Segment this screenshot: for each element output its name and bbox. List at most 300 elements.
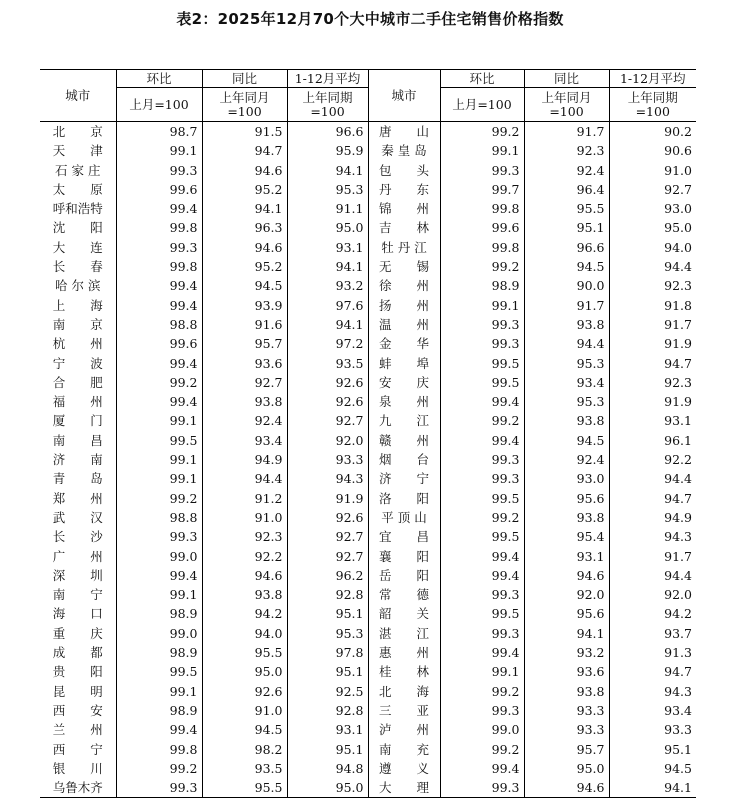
left-mom-value: 99.8 <box>116 218 202 237</box>
yoy-base-line2: =100 <box>549 103 584 119</box>
yoy-base-line2: =100 <box>227 103 262 119</box>
left-avg-value: 97.6 <box>287 296 368 315</box>
right-yoy-value: 94.5 <box>524 257 609 276</box>
left-mom-value: 99.4 <box>116 354 202 373</box>
left-yoy-value: 92.7 <box>202 373 287 392</box>
left-avg-value: 92.6 <box>287 373 368 392</box>
left-city-cell: 成 都 <box>40 643 116 662</box>
right-city-cell: 包 头 <box>368 161 440 180</box>
left-avg-value: 97.2 <box>287 334 368 353</box>
left-avg-value: 92.6 <box>287 508 368 527</box>
left-mom-value: 98.7 <box>116 122 202 142</box>
left-yoy-value: 94.2 <box>202 604 287 623</box>
right-avg-value: 94.4 <box>664 259 692 275</box>
table-row <box>40 276 696 295</box>
right-mom-value: 99.1 <box>440 662 524 681</box>
left-mom-value: 99.3 <box>116 527 202 546</box>
right-city-cell: 安 庆 <box>368 373 440 392</box>
right-city-cell: 北 海 <box>368 682 440 701</box>
table-row <box>40 662 696 681</box>
right-city-cell: 无 锡 <box>368 257 440 276</box>
right-avg-value: 94.3 <box>664 529 692 545</box>
left-city-cell: 兰 州 <box>40 720 116 739</box>
right-mom-value: 99.4 <box>440 643 524 662</box>
left-city-cell: 南 宁 <box>40 585 116 604</box>
right-yoy-value: 95.1 <box>524 218 609 237</box>
right-city-cell: 唐 山 <box>368 122 440 142</box>
table-row <box>40 489 696 508</box>
left-yoy-value: 94.5 <box>202 276 287 295</box>
left-avg-value: 92.7 <box>287 411 368 430</box>
right-yoy-value: 95.6 <box>524 604 609 623</box>
right-mom-value: 99.4 <box>440 392 524 411</box>
right-avg-value: 94.4 <box>664 471 692 487</box>
left-yoy-value: 92.6 <box>202 682 287 701</box>
left-mom-value: 99.0 <box>116 624 202 643</box>
table-row <box>40 508 696 527</box>
table-row <box>40 643 696 662</box>
right-avg-value: 94.3 <box>664 683 692 699</box>
left-yoy-value: 93.8 <box>202 392 287 411</box>
left-yoy-value: 93.8 <box>202 585 287 604</box>
right-yoy-value: 91.7 <box>524 296 609 315</box>
right-mom-value: 99.2 <box>440 122 524 142</box>
table-row <box>40 141 696 160</box>
table-row <box>40 411 696 430</box>
left-mom-value: 99.2 <box>116 489 202 508</box>
right-yoy-value: 93.1 <box>524 547 609 566</box>
right-city-cell: 丹 东 <box>368 180 440 199</box>
right-city-cell: 三 亚 <box>368 701 440 720</box>
table-row <box>40 740 696 759</box>
left-yoy-value: 94.5 <box>202 720 287 739</box>
left-mom-value: 99.4 <box>116 199 202 218</box>
table-row <box>40 334 696 353</box>
right-mom-value: 99.5 <box>440 489 524 508</box>
left-avg-value: 92.0 <box>287 431 368 450</box>
right-mom-value: 99.3 <box>440 334 524 353</box>
right-city-cell: 湛 江 <box>368 624 440 643</box>
right-avg-value: 91.9 <box>664 336 692 352</box>
left-avg-value: 95.9 <box>287 141 368 160</box>
left-mom-value: 99.5 <box>116 662 202 681</box>
left-city-cell: 深 圳 <box>40 566 116 585</box>
right-mom-value: 99.2 <box>440 682 524 701</box>
right-yoy-value: 95.3 <box>524 392 609 411</box>
right-yoy-value: 96.6 <box>524 238 609 257</box>
city-header-right: 城市 <box>368 70 440 122</box>
right-yoy-value: 93.8 <box>524 682 609 701</box>
right-avg-value: 93.4 <box>664 702 692 718</box>
left-avg-value: 97.8 <box>287 643 368 662</box>
right-city-cell: 泸 州 <box>368 720 440 739</box>
left-mom-value: 99.1 <box>116 682 202 701</box>
right-mom-value: 99.4 <box>440 431 524 450</box>
left-avg-value: 93.3 <box>287 450 368 469</box>
left-mom-value: 99.1 <box>116 450 202 469</box>
left-yoy-value: 91.5 <box>202 122 287 142</box>
left-mom-value: 99.3 <box>116 238 202 257</box>
right-yoy-value: 93.0 <box>524 469 609 488</box>
left-mom-value: 99.3 <box>116 161 202 180</box>
right-yoy-value: 95.4 <box>524 527 609 546</box>
right-city-cell: 大 理 <box>368 778 440 798</box>
table-row <box>40 450 696 469</box>
left-mom-value: 98.8 <box>116 315 202 334</box>
left-yoy-value: 95.5 <box>202 778 287 798</box>
right-avg-value: 92.2 <box>664 452 692 468</box>
left-avg-value: 92.7 <box>287 527 368 546</box>
right-avg-value: 94.1 <box>609 778 696 798</box>
right-mom-value: 99.2 <box>440 508 524 527</box>
right-mom-value: 99.7 <box>440 180 524 199</box>
table-row <box>40 180 696 199</box>
right-yoy-value: 94.4 <box>524 334 609 353</box>
table-row <box>40 778 696 798</box>
right-yoy-value: 93.8 <box>524 315 609 334</box>
left-city-cell: 北 京 <box>40 122 116 142</box>
left-yoy-value: 91.6 <box>202 315 287 334</box>
right-avg-value: 91.0 <box>664 162 692 178</box>
right-mom-value: 99.5 <box>440 604 524 623</box>
left-mom-value: 99.2 <box>116 759 202 778</box>
left-city-cell: 武 汉 <box>40 508 116 527</box>
left-yoy-value: 91.0 <box>202 508 287 527</box>
right-city-cell: 泉 州 <box>368 392 440 411</box>
avg-base-right <box>609 88 696 122</box>
table-row <box>40 604 696 623</box>
right-yoy-value: 94.5 <box>524 431 609 450</box>
right-city-cell: 南 充 <box>368 740 440 759</box>
right-city-cell: 洛 阳 <box>368 489 440 508</box>
avg-header-left: 1-12月平均 <box>287 70 368 88</box>
right-yoy-value: 92.4 <box>524 450 609 469</box>
left-avg-value: 92.6 <box>287 392 368 411</box>
left-city-cell: 太 原 <box>40 180 116 199</box>
left-avg-value: 95.1 <box>287 662 368 681</box>
left-city-cell: 福 州 <box>40 392 116 411</box>
left-avg-value: 93.2 <box>287 276 368 295</box>
right-mom-value: 99.4 <box>440 547 524 566</box>
right-avg-value: 90.2 <box>664 124 692 139</box>
left-mom-value: 99.1 <box>116 411 202 430</box>
yoy-header-left: 同比 <box>202 70 287 88</box>
left-mom-value: 99.8 <box>116 740 202 759</box>
left-city-cell: 厦 门 <box>40 411 116 430</box>
right-mom-value: 99.4 <box>440 566 524 585</box>
left-mom-value: 99.1 <box>116 585 202 604</box>
right-city-cell: 宜 昌 <box>368 527 440 546</box>
right-city-cell: 平 顶 山 <box>368 508 440 527</box>
right-yoy-value: 94.6 <box>524 566 609 585</box>
right-mom-value: 99.3 <box>440 701 524 720</box>
left-avg-value: 91.9 <box>287 489 368 508</box>
right-yoy-value: 95.6 <box>524 489 609 508</box>
right-mom-value: 99.3 <box>440 778 524 798</box>
left-mom-value: 99.5 <box>116 431 202 450</box>
table-row <box>40 566 696 585</box>
left-avg-value: 95.0 <box>287 778 368 798</box>
left-mom-value: 99.3 <box>116 778 202 798</box>
mom-header-left: 环比 <box>116 70 202 88</box>
right-mom-value: 98.9 <box>440 276 524 295</box>
table-body <box>40 122 696 798</box>
right-avg-value: 92.7 <box>664 181 692 197</box>
right-yoy-value: 90.0 <box>524 276 609 295</box>
left-yoy-value: 94.6 <box>202 161 287 180</box>
table-row <box>40 257 696 276</box>
left-mom-value: 99.4 <box>116 276 202 295</box>
left-city-cell: 杭 州 <box>40 334 116 353</box>
left-yoy-value: 98.2 <box>202 740 287 759</box>
left-yoy-value: 92.3 <box>202 527 287 546</box>
avg-header-right: 1-12月平均 <box>609 70 696 88</box>
yoy-base-right <box>524 88 609 122</box>
left-city-cell: 西 宁 <box>40 740 116 759</box>
left-yoy-value: 94.9 <box>202 450 287 469</box>
table-row <box>40 527 696 546</box>
right-city-cell: 遵 义 <box>368 759 440 778</box>
table-row <box>40 701 696 720</box>
left-yoy-value: 94.4 <box>202 469 287 488</box>
price-index-table <box>40 69 696 798</box>
left-yoy-value: 94.6 <box>202 566 287 585</box>
right-mom-value: 99.1 <box>440 141 524 160</box>
right-mom-value: 99.3 <box>440 450 524 469</box>
right-city-cell: 韶 关 <box>368 604 440 623</box>
left-city-cell: 宁 波 <box>40 354 116 373</box>
right-avg-value: 94.7 <box>664 355 692 371</box>
left-avg-value: 95.1 <box>287 740 368 759</box>
left-avg-value: 91.1 <box>287 199 368 218</box>
left-city-cell: 银 川 <box>40 759 116 778</box>
left-mom-value: 98.9 <box>116 701 202 720</box>
left-city-cell: 贵 阳 <box>40 662 116 681</box>
right-yoy-value: 93.8 <box>524 411 609 430</box>
left-yoy-value: 95.5 <box>202 643 287 662</box>
right-mom-value: 99.4 <box>440 759 524 778</box>
left-city-cell: 哈 尔 滨 <box>40 276 116 295</box>
right-city-cell: 吉 林 <box>368 218 440 237</box>
right-avg-value: 91.9 <box>664 394 692 410</box>
right-mom-value: 99.5 <box>440 354 524 373</box>
header-row-1 <box>40 70 696 88</box>
right-mom-value: 99.3 <box>440 469 524 488</box>
right-city-cell: 锦 州 <box>368 199 440 218</box>
right-yoy-value: 94.6 <box>524 778 609 798</box>
right-avg-value: 96.1 <box>664 432 692 448</box>
left-yoy-value: 93.5 <box>202 759 287 778</box>
table-title: 表2：2025年12月70个大中城市二手住宅销售价格指数 <box>176 10 564 28</box>
table-row <box>40 682 696 701</box>
left-city-cell: 郑 州 <box>40 489 116 508</box>
right-city-cell: 济 宁 <box>368 469 440 488</box>
left-avg-value: 95.3 <box>287 180 368 199</box>
right-avg-value: 94.4 <box>664 567 692 583</box>
left-yoy-value: 94.0 <box>202 624 287 643</box>
table-row <box>40 122 696 142</box>
avg-base-line2: =100 <box>310 103 345 119</box>
table-row <box>40 161 696 180</box>
right-yoy-value: 93.3 <box>524 701 609 720</box>
right-yoy-value: 96.4 <box>524 180 609 199</box>
left-avg-value: 95.0 <box>287 218 368 237</box>
left-city-cell: 海 口 <box>40 604 116 623</box>
left-avg-value: 93.5 <box>287 354 368 373</box>
right-city-cell: 扬 州 <box>368 296 440 315</box>
left-city-cell: 长 沙 <box>40 527 116 546</box>
right-yoy-value: 93.4 <box>524 373 609 392</box>
left-city-cell: 济 南 <box>40 450 116 469</box>
left-city-cell: 南 昌 <box>40 431 116 450</box>
left-avg-value: 94.1 <box>287 161 368 180</box>
right-avg-value: 94.5 <box>664 760 692 776</box>
table-row <box>40 585 696 604</box>
left-avg-value: 94.3 <box>287 469 368 488</box>
right-yoy-value: 95.0 <box>524 759 609 778</box>
left-city-cell: 大 连 <box>40 238 116 257</box>
left-mom-value: 99.4 <box>116 296 202 315</box>
left-city-cell: 沈 阳 <box>40 218 116 237</box>
table-row <box>40 720 696 739</box>
right-city-cell: 徐 州 <box>368 276 440 295</box>
table-row <box>40 392 696 411</box>
right-yoy-value: 93.2 <box>524 643 609 662</box>
right-yoy-value: 95.5 <box>524 199 609 218</box>
table-row <box>40 238 696 257</box>
table-row <box>40 431 696 450</box>
left-mom-value: 99.4 <box>116 720 202 739</box>
table-row <box>40 759 696 778</box>
left-city-cell: 上 海 <box>40 296 116 315</box>
table-row <box>40 624 696 643</box>
table-row <box>40 315 696 334</box>
left-yoy-value: 94.7 <box>202 141 287 160</box>
right-mom-value: 99.0 <box>440 720 524 739</box>
right-mom-value: 99.8 <box>440 238 524 257</box>
left-city-cell: 乌鲁木齐 <box>40 778 116 798</box>
right-avg-value: 94.7 <box>664 490 692 506</box>
right-avg-value: 94.9 <box>664 509 692 525</box>
mom-header-right: 环比 <box>440 70 524 88</box>
right-avg-value: 95.0 <box>664 220 692 236</box>
left-mom-value: 99.8 <box>116 257 202 276</box>
left-mom-value: 98.9 <box>116 604 202 623</box>
left-yoy-value: 92.2 <box>202 547 287 566</box>
left-yoy-value: 96.3 <box>202 218 287 237</box>
right-avg-value: 93.7 <box>664 625 692 641</box>
left-avg-value: 96.6 <box>287 122 368 142</box>
right-avg-value: 93.1 <box>664 413 692 429</box>
left-city-cell: 呼和浩特 <box>40 199 116 218</box>
left-mom-value: 99.4 <box>116 392 202 411</box>
right-city-cell: 赣 州 <box>368 431 440 450</box>
avg-base-left <box>287 88 368 122</box>
left-mom-value: 98.8 <box>116 508 202 527</box>
right-avg-value: 95.1 <box>664 741 692 757</box>
right-city-cell: 惠 州 <box>368 643 440 662</box>
left-avg-value: 94.1 <box>287 315 368 334</box>
left-mom-value: 99.4 <box>116 566 202 585</box>
left-avg-value: 92.5 <box>287 682 368 701</box>
left-yoy-value: 93.9 <box>202 296 287 315</box>
right-avg-value: 91.7 <box>664 548 692 564</box>
avg-base-line1: 上年同期 <box>302 89 353 105</box>
left-city-cell: 天 津 <box>40 141 116 160</box>
right-mom-value: 99.2 <box>440 411 524 430</box>
yoy-base-line1: 上年同月 <box>219 89 270 105</box>
right-avg-value: 94.0 <box>664 239 692 255</box>
left-mom-value: 99.6 <box>116 180 202 199</box>
right-mom-value: 99.3 <box>440 624 524 643</box>
left-yoy-value: 93.4 <box>202 431 287 450</box>
right-city-cell: 牡 丹 江 <box>368 238 440 257</box>
left-yoy-value: 95.7 <box>202 334 287 353</box>
left-mom-value: 99.2 <box>116 373 202 392</box>
right-yoy-value: 93.8 <box>524 508 609 527</box>
right-city-cell: 烟 台 <box>368 450 440 469</box>
left-yoy-value: 95.0 <box>202 662 287 681</box>
right-mom-value: 99.5 <box>440 527 524 546</box>
left-mom-value: 99.1 <box>116 141 202 160</box>
left-city-cell: 昆 明 <box>40 682 116 701</box>
left-city-cell: 石 家 庄 <box>40 161 116 180</box>
right-mom-value: 99.5 <box>440 373 524 392</box>
right-mom-value: 99.3 <box>440 315 524 334</box>
right-yoy-value: 92.0 <box>524 585 609 604</box>
table-row <box>40 218 696 237</box>
yoy-base-line1: 上年同月 <box>541 89 592 105</box>
left-mom-value: 99.6 <box>116 334 202 353</box>
right-city-cell: 九 江 <box>368 411 440 430</box>
avg-base-line2: =100 <box>635 103 670 119</box>
right-avg-value: 91.3 <box>664 645 692 661</box>
left-avg-value: 92.7 <box>287 547 368 566</box>
mom-base-right: 上月=100 <box>440 88 524 122</box>
right-yoy-value: 94.1 <box>524 624 609 643</box>
left-mom-value: 99.0 <box>116 547 202 566</box>
right-mom-value: 99.2 <box>440 740 524 759</box>
right-avg-value: 92.3 <box>664 278 692 294</box>
left-yoy-value: 92.4 <box>202 411 287 430</box>
avg-base-line1: 上年同期 <box>627 89 678 105</box>
right-city-cell: 岳 阳 <box>368 566 440 585</box>
left-avg-value: 92.8 <box>287 585 368 604</box>
left-avg-value: 96.2 <box>287 566 368 585</box>
left-yoy-value: 91.0 <box>202 701 287 720</box>
left-city-cell: 青 岛 <box>40 469 116 488</box>
right-avg-value: 94.7 <box>664 664 692 680</box>
left-yoy-value: 95.2 <box>202 180 287 199</box>
right-yoy-value: 95.3 <box>524 354 609 373</box>
left-city-cell: 合 肥 <box>40 373 116 392</box>
left-yoy-value: 93.6 <box>202 354 287 373</box>
city-header-left: 城市 <box>40 70 116 122</box>
left-yoy-value: 94.1 <box>202 199 287 218</box>
right-mom-value: 99.3 <box>440 161 524 180</box>
left-avg-value: 95.3 <box>287 624 368 643</box>
right-city-cell: 温 州 <box>368 315 440 334</box>
left-yoy-value: 91.2 <box>202 489 287 508</box>
table-row <box>40 199 696 218</box>
left-avg-value: 94.8 <box>287 759 368 778</box>
right-city-cell: 常 德 <box>368 585 440 604</box>
right-avg-value: 91.8 <box>664 297 692 313</box>
right-yoy-value: 91.7 <box>524 122 609 142</box>
right-mom-value: 99.3 <box>440 585 524 604</box>
right-yoy-value: 95.7 <box>524 740 609 759</box>
right-yoy-value: 93.3 <box>524 720 609 739</box>
